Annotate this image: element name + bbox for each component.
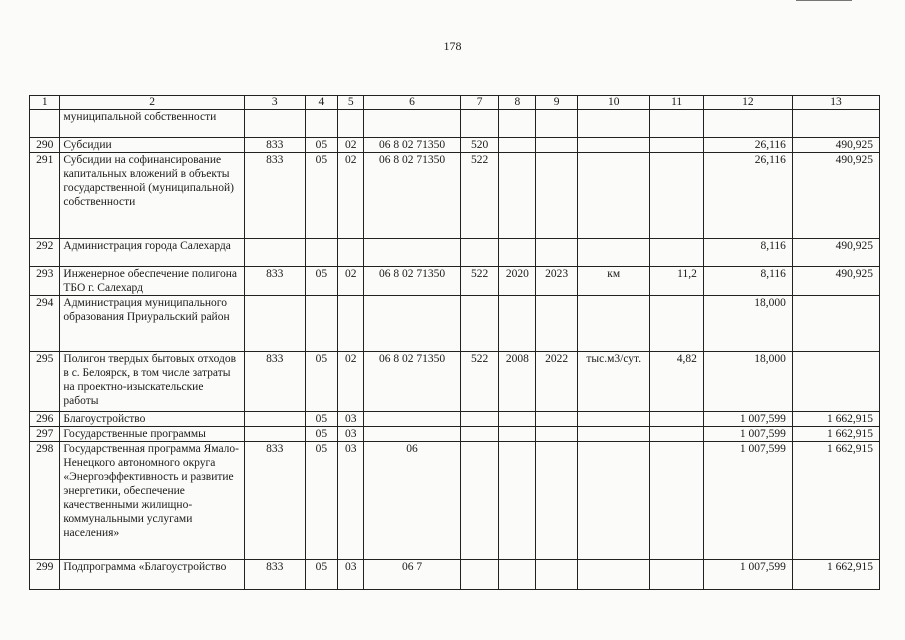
column-header-8: 8: [499, 96, 536, 110]
table-row: [30, 110, 880, 138]
cell-n: 290: [30, 138, 60, 153]
cell-c7: [460, 110, 499, 138]
cell-c11: [650, 239, 703, 267]
column-header-12: 12: [703, 96, 792, 110]
cell-c3: [244, 412, 305, 427]
table-row: [30, 427, 880, 442]
cell-c5: 02: [338, 352, 364, 412]
cell-c5: 03: [338, 560, 364, 590]
cell-c7: [460, 442, 499, 560]
cell-name: Субсидии на софинансирование капитальных вложений в объекты государственной (муниципальной) собственности: [60, 153, 244, 239]
cell-c12: 1 007,599: [703, 412, 792, 427]
corner-mark: [796, 0, 852, 3]
cell-n: 291: [30, 153, 60, 239]
cell-c11: [650, 427, 703, 442]
cell-c8: [499, 412, 536, 427]
cell-c6: 06 8 02 71350: [364, 352, 460, 412]
cell-c11: 11,2: [650, 267, 703, 296]
cell-c5: [338, 110, 364, 138]
cell-c9: [536, 239, 578, 267]
cell-c6: 06 7: [364, 560, 460, 590]
cell-c5: 02: [338, 267, 364, 296]
column-header-1: 1: [30, 96, 60, 110]
cell-c5: 03: [338, 412, 364, 427]
cell-c11: [650, 138, 703, 153]
cell-c10: [578, 560, 650, 590]
cell-c11: 4,82: [650, 352, 703, 412]
cell-c7: [460, 296, 499, 352]
cell-c10: [578, 296, 650, 352]
cell-c8: [499, 138, 536, 153]
table-row: [30, 412, 880, 427]
cell-c3: 833: [244, 138, 305, 153]
cell-name: Благоустройство: [60, 412, 244, 427]
cell-c3: 833: [244, 153, 305, 239]
table-row: [30, 138, 880, 153]
cell-c4: 05: [305, 138, 337, 153]
cell-c13: 490,925: [792, 153, 879, 239]
cell-c7: 520: [460, 138, 499, 153]
cell-c6: 06 8 02 71350: [364, 153, 460, 239]
cell-c12: 26,116: [703, 153, 792, 239]
cell-n: 299: [30, 560, 60, 590]
cell-c12: 18,000: [703, 352, 792, 412]
cell-c7: 522: [460, 352, 499, 412]
cell-c4: 05: [305, 442, 337, 560]
column-header-11: 11: [650, 96, 703, 110]
cell-c12: 1 007,599: [703, 442, 792, 560]
cell-c13: [792, 296, 879, 352]
cell-c6: 06 8 02 71350: [364, 138, 460, 153]
cell-c9: [536, 153, 578, 239]
cell-c13: [792, 110, 879, 138]
cell-c12: 26,116: [703, 138, 792, 153]
cell-c7: [460, 560, 499, 590]
column-header-6: 6: [364, 96, 460, 110]
cell-name: Администрация муниципального образования Приуральский район: [60, 296, 244, 352]
cell-c4: 05: [305, 267, 337, 296]
cell-c5: [338, 296, 364, 352]
header-row: [30, 96, 880, 110]
cell-c11: [650, 153, 703, 239]
cell-c10: [578, 442, 650, 560]
cell-c8: [499, 442, 536, 560]
cell-c10: км: [578, 267, 650, 296]
cell-c10: [578, 110, 650, 138]
cell-c12: 8,116: [703, 239, 792, 267]
cell-c10: [578, 412, 650, 427]
cell-c8: [499, 560, 536, 590]
column-header-4: 4: [305, 96, 337, 110]
cell-c9: 2023: [536, 267, 578, 296]
cell-c6: 06: [364, 442, 460, 560]
cell-c13: 1 662,915: [792, 412, 879, 427]
column-header-5: 5: [338, 96, 364, 110]
cell-c5: 03: [338, 442, 364, 560]
cell-c11: [650, 110, 703, 138]
cell-c12: 8,116: [703, 267, 792, 296]
table-row: [30, 267, 880, 296]
cell-c10: [578, 153, 650, 239]
cell-n: 293: [30, 267, 60, 296]
table-row: [30, 239, 880, 267]
column-header-13: 13: [792, 96, 879, 110]
cell-c3: 833: [244, 560, 305, 590]
cell-c7: 522: [460, 153, 499, 239]
cell-c13: 1 662,915: [792, 560, 879, 590]
table-row: [30, 296, 880, 352]
cell-c6: [364, 427, 460, 442]
cell-c3: [244, 239, 305, 267]
cell-n: 298: [30, 442, 60, 560]
cell-c3: 833: [244, 442, 305, 560]
cell-c11: [650, 560, 703, 590]
cell-c7: [460, 239, 499, 267]
cell-c7: [460, 427, 499, 442]
cell-n: [30, 110, 60, 138]
table-row: [30, 352, 880, 412]
cell-c3: [244, 110, 305, 138]
cell-c8: [499, 110, 536, 138]
cell-name: муниципальной собственности: [60, 110, 244, 138]
cell-c6: [364, 296, 460, 352]
cell-c5: 02: [338, 153, 364, 239]
table-row: [30, 560, 880, 590]
cell-c9: 2022: [536, 352, 578, 412]
cell-n: 296: [30, 412, 60, 427]
cell-n: 292: [30, 239, 60, 267]
cell-c9: [536, 138, 578, 153]
cell-c4: 05: [305, 427, 337, 442]
cell-n: 295: [30, 352, 60, 412]
cell-c11: [650, 442, 703, 560]
cell-c12: 1 007,599: [703, 427, 792, 442]
cell-name: Полигон твердых бытовых отходов в с. Белоярск, в том числе затраты на проектно-изыскательские работы: [60, 352, 244, 412]
cell-name: Администрация города Салехарда: [60, 239, 244, 267]
cell-c9: [536, 560, 578, 590]
cell-c10: [578, 239, 650, 267]
cell-c8: 2008: [499, 352, 536, 412]
cell-c8: [499, 296, 536, 352]
cell-name: Субсидии: [60, 138, 244, 153]
cell-c11: [650, 412, 703, 427]
cell-c5: [338, 239, 364, 267]
cell-c13: 1 662,915: [792, 427, 879, 442]
cell-c8: [499, 153, 536, 239]
cell-c4: 05: [305, 352, 337, 412]
cell-name: Государственные программы: [60, 427, 244, 442]
column-header-9: 9: [536, 96, 578, 110]
cell-c3: [244, 296, 305, 352]
budget-table: [29, 95, 880, 590]
cell-c13: 490,925: [792, 239, 879, 267]
cell-c7: 522: [460, 267, 499, 296]
cell-c10: тыс.м3/сут.: [578, 352, 650, 412]
cell-c3: [244, 427, 305, 442]
cell-c9: [536, 296, 578, 352]
cell-c7: [460, 412, 499, 427]
cell-c6: [364, 110, 460, 138]
cell-c13: 1 662,915: [792, 442, 879, 560]
cell-c9: [536, 110, 578, 138]
cell-n: 297: [30, 427, 60, 442]
table-row: [30, 442, 880, 560]
column-header-2: 2: [60, 96, 244, 110]
cell-c13: 490,925: [792, 267, 879, 296]
cell-c9: [536, 427, 578, 442]
cell-c5: 03: [338, 427, 364, 442]
cell-c13: 490,925: [792, 138, 879, 153]
cell-c12: 1 007,599: [703, 560, 792, 590]
cell-c4: [305, 110, 337, 138]
cell-c6: 06 8 02 71350: [364, 267, 460, 296]
cell-c4: 05: [305, 412, 337, 427]
cell-c10: [578, 427, 650, 442]
cell-c12: [703, 110, 792, 138]
column-header-10: 10: [578, 96, 650, 110]
column-header-7: 7: [460, 96, 499, 110]
cell-c8: [499, 427, 536, 442]
cell-c6: [364, 239, 460, 267]
cell-c11: [650, 296, 703, 352]
cell-c12: 18,000: [703, 296, 792, 352]
table-row: [30, 153, 880, 239]
cell-c3: 833: [244, 267, 305, 296]
cell-name: Инженерное обеспечение полигона ТБО г. Салехард: [60, 267, 244, 296]
cell-c4: 05: [305, 560, 337, 590]
cell-c5: 02: [338, 138, 364, 153]
cell-name: Подпрограмма «Благоустройство: [60, 560, 244, 590]
cell-c13: [792, 352, 879, 412]
column-header-3: 3: [244, 96, 305, 110]
cell-c3: 833: [244, 352, 305, 412]
cell-c10: [578, 138, 650, 153]
cell-c4: [305, 239, 337, 267]
cell-c8: [499, 239, 536, 267]
cell-c8: 2020: [499, 267, 536, 296]
cell-name: Государственная программа Ямало-Ненецкого автономного округа «Энергоэффективность и развитие энергетики, обеспечение качественными жилищно-коммунальными услугами населения»: [60, 442, 244, 560]
cell-c4: 05: [305, 153, 337, 239]
cell-c6: [364, 412, 460, 427]
cell-c9: [536, 442, 578, 560]
cell-c4: [305, 296, 337, 352]
page-number: 178: [443, 39, 462, 53]
cell-n: 294: [30, 296, 60, 352]
cell-c9: [536, 412, 578, 427]
